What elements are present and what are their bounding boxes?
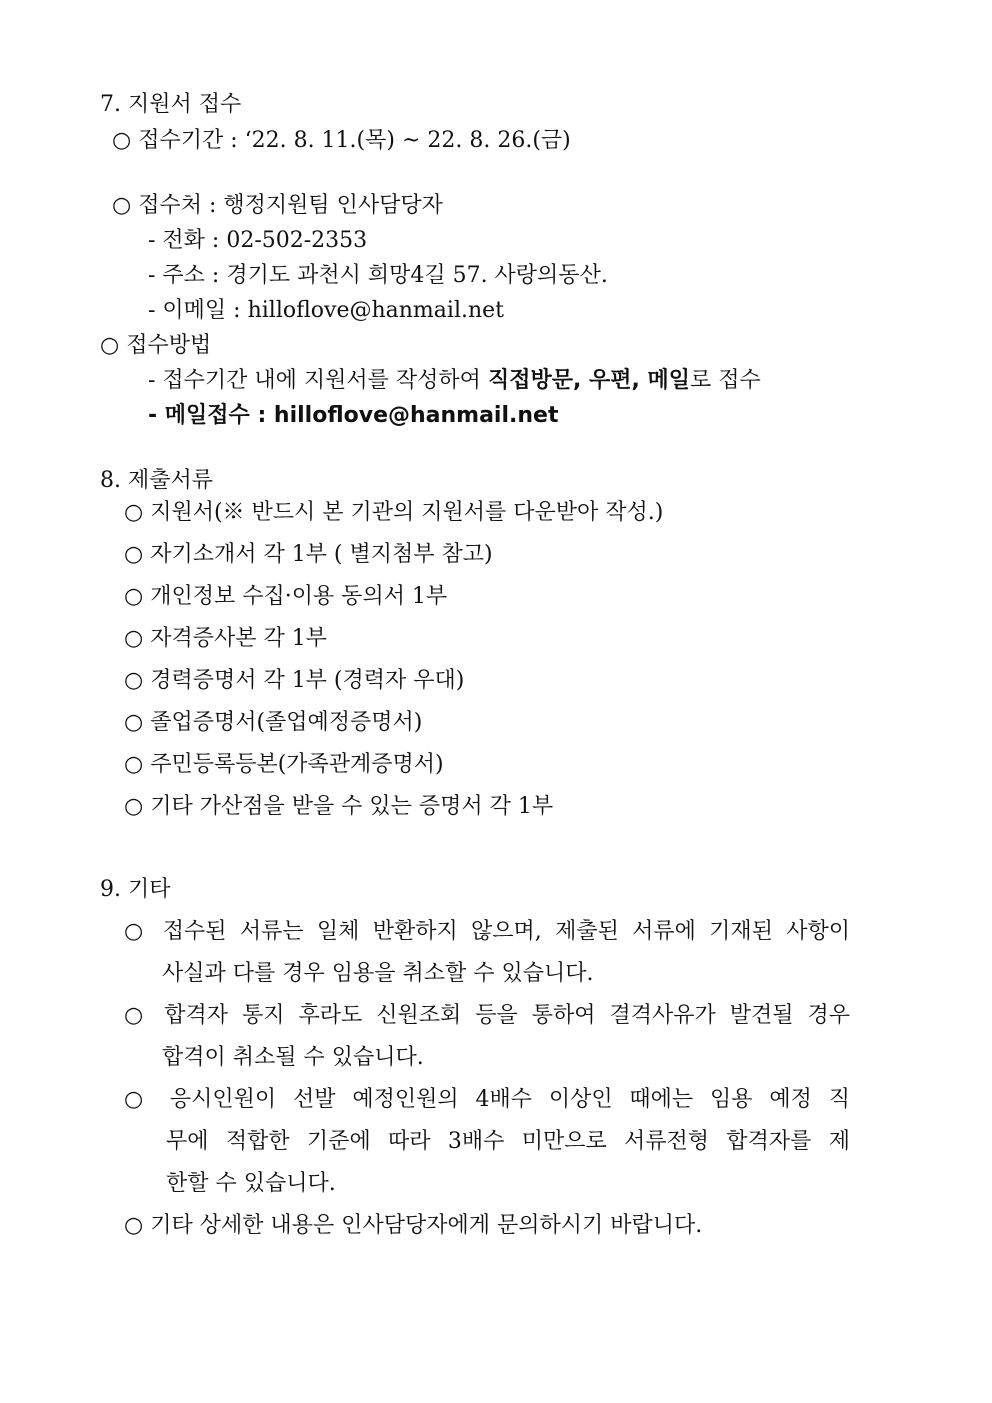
contact-address: - 주소 : 경기도 과천시 희망4길 57. 사랑의동산. bbox=[148, 263, 608, 288]
mail-application-line: - 메일접수 : hilloflove@hanmail.net bbox=[148, 403, 559, 428]
document-item: ○ 개인정보 수집·이용 동의서 1부 bbox=[124, 584, 448, 609]
notice-2-line-1: ○ 합격자 통지 후라도 신원조회 등을 통하여 결격사유가 발견될 경우 bbox=[124, 1003, 850, 1028]
contact-email: - 이메일 : hilloflove@hanmail.net bbox=[148, 298, 504, 323]
document-item: ○ 지원서(※ 반드시 본 기관의 지원서를 다운받아 작성.) bbox=[124, 500, 664, 525]
notice-2-line-2: 합격이 취소될 수 있습니다. bbox=[162, 1045, 424, 1070]
application-method bbox=[148, 366, 761, 396]
document-item: ○ 주민등록등본(가족관계증명서) bbox=[124, 752, 444, 777]
document-item: ○ 자기소개서 각 1부 ( 별지첨부 참고) bbox=[124, 542, 493, 567]
notice-3-line-3: 한할 수 있습니다. bbox=[166, 1171, 336, 1196]
contact-phone: - 전화 : 02-502-2353 bbox=[148, 228, 368, 253]
notice-3-line-1: ○ 응시인원이 선발 예정인원의 4배수 이상인 때에는 임용 예정 직 bbox=[124, 1087, 850, 1112]
method-suffix: 로 접수 bbox=[690, 368, 761, 393]
application-office: ○ 접수처 : 행정지원팀 인사담당자 bbox=[112, 193, 443, 218]
application-period: ○ 접수기간 : ‘22. 8. 11.(목) ~ 22. 8. 26.(금) bbox=[112, 128, 571, 153]
document-item: ○ 자격증사본 각 1부 bbox=[124, 626, 327, 651]
document-item: ○ 경력증명서 각 1부 (경력자 우대) bbox=[124, 668, 465, 693]
section-9-heading: 9. 기타 bbox=[100, 877, 171, 902]
application-method-title: ○ 접수방법 bbox=[100, 333, 212, 358]
document-item: ○ 기타 가산점을 받을 수 있는 증명서 각 1부 bbox=[124, 794, 554, 819]
document-item: ○ 졸업증명서(졸업예정증명서) bbox=[124, 710, 423, 735]
notice-4: ○ 기타 상세한 내용은 인사담당자에게 문의하시기 바랍니다. bbox=[124, 1213, 703, 1238]
notice-3-line-2: 무에 적합한 기준에 따라 3배수 미만으로 서류전형 합격자를 제 bbox=[166, 1129, 850, 1154]
section-8-heading: 8. 제출서류 bbox=[100, 468, 213, 493]
method-prefix: - 접수기간 내에 지원서를 작성하여 bbox=[148, 368, 488, 393]
notice-1-line-2: 사실과 다를 경우 임용을 취소할 수 있습니다. bbox=[162, 961, 594, 986]
section-7-heading: 7. 지원서 접수 bbox=[100, 92, 242, 117]
method-channels: 직접방문, 우편, 메일 bbox=[487, 368, 690, 393]
notice-1-line-1: ○ 접수된 서류는 일체 반환하지 않으며, 제출된 서류에 기재된 사항이 bbox=[124, 919, 850, 944]
